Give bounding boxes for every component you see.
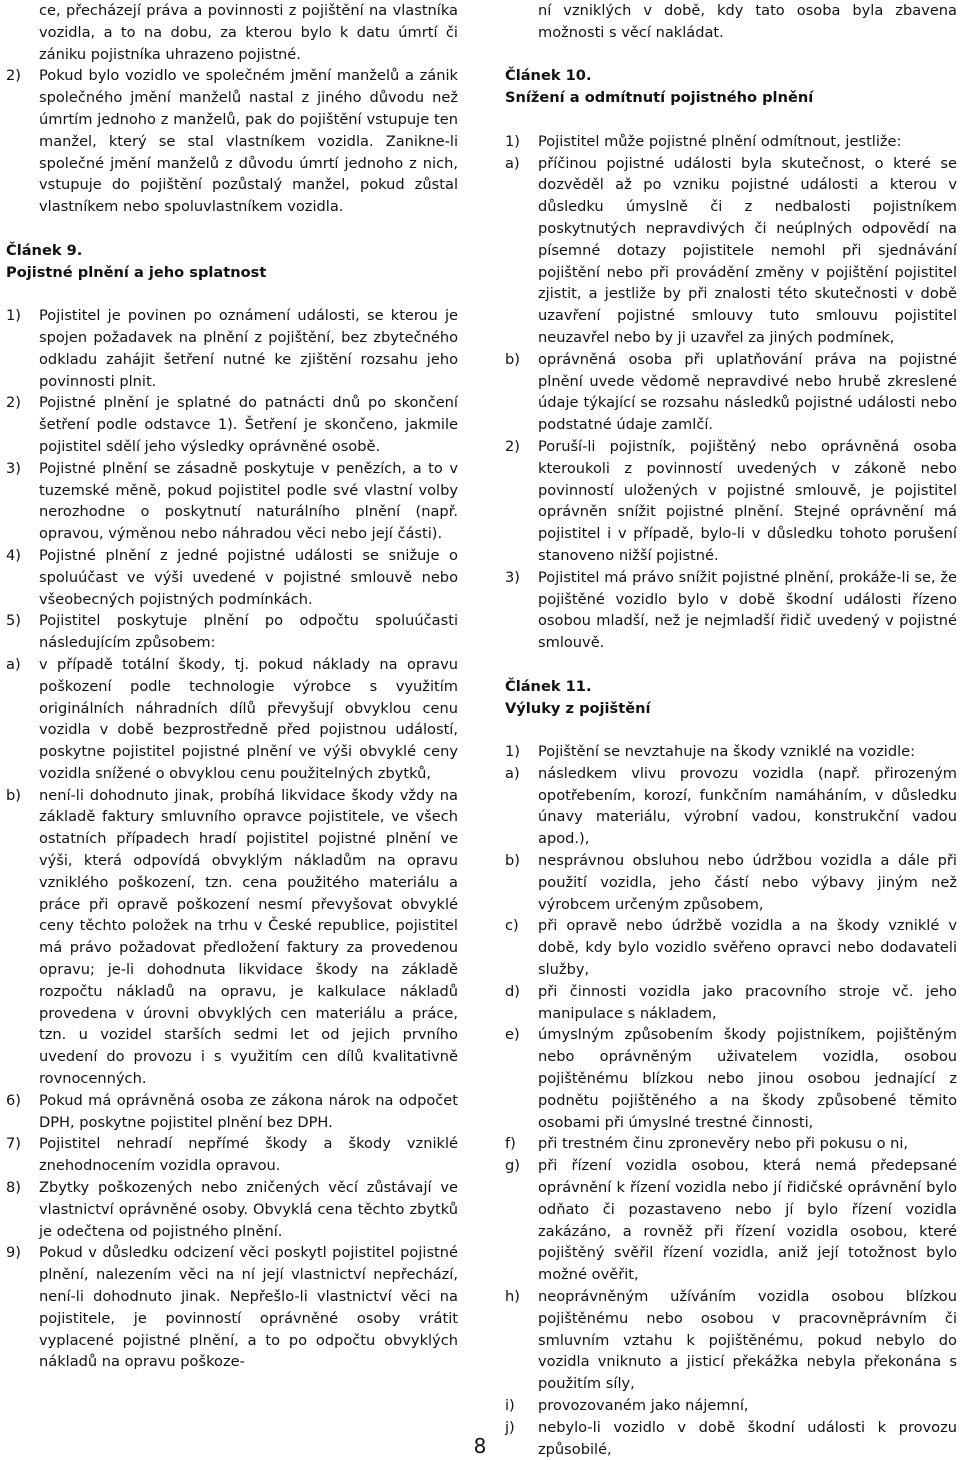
list-item — [505, 981, 957, 1025]
item-marker: 1) — [6, 307, 21, 325]
list-item — [505, 436, 957, 567]
item-text: provozovaném jako nájemní, — [538, 1397, 749, 1414]
list-item — [505, 1133, 957, 1155]
item-text: Pojistné plnění je splatné do patnácti dnů po skončení šetření podle odstavce 1). Šetření je skončeno, jakmile pojistitel sdělí jeho výsledky oprávněné osobě. — [39, 394, 458, 455]
item-marker: 5) — [6, 612, 21, 630]
list-item — [505, 1024, 957, 1133]
item-marker: 3) — [505, 568, 520, 586]
list-item — [6, 785, 458, 1090]
item-text: Pojistitel poskytuje plnění po odpočtu spoluúčasti následujícím způsobem: — [39, 612, 458, 652]
list-item — [505, 1155, 957, 1286]
list-item — [6, 1090, 458, 1134]
page-number: 8 — [473, 1434, 487, 1458]
spacer — [505, 109, 957, 131]
item-marker: c) — [505, 917, 519, 935]
item-text: Pokud má oprávněná osoba ze zákona nárok na odpočet DPH, poskytne pojistitel plnění bez DPH. — [39, 1091, 458, 1131]
list-item — [6, 1133, 458, 1177]
item-marker: 2) — [6, 394, 21, 412]
list-item — [505, 763, 957, 850]
list-item — [6, 610, 458, 654]
item-text: Poruší-li pojistník, pojištěný nebo oprávněná osoba kteroukoli z povinností uvedených v zákoně nebo povinností uložených v pojistné smlouvě, je pojistitel oprávněn snížit pojistné plnění. Stejné oprávnění má pojistitel i v případě, bylo-li v důsledku tohoto porušení stanoveno nižší pojistné. — [538, 437, 957, 564]
paragraph: ce, přecházejí práva a povinnosti z pojištění na vlastníka vozidla, a to na dobu, za kterou bylo k datu úmrtí či zániku pojistníka uhrazeno pojistné. — [39, 2, 458, 63]
right-column — [505, 0, 957, 1460]
item-marker: 2) — [505, 437, 520, 455]
spacer — [505, 654, 957, 676]
item-text: není-li dohodnuto jinak, probíhá likvidace škody vždy na základě faktury smluvního opravce pojistitele, ve všech ostatních případech hradí pojistitel pojistné plnění ve výši, která odpovídá obvyklým nákladům na opravu vzniklého poškození, tzn. cena použitého materiálu a práce při opravě poškození nesmí převyšovat obvyklé ceny těchto položek na trhu v České republice, pojistitel má právo požadovat předložení faktury za provedenou opravu; je-li dohodnuta likvidace škody na základě rozpočtu nákladů na opravu, je kalkulace nákladů provedena v úrovni obvyklých cen materiálu a práce, tzn. u vozidel starších sedmi let od jejich prvního uvedení do provozu i s využitím cen dílů kvalitativně rovnocenných. — [39, 786, 458, 1088]
item-marker: 6) — [6, 1091, 21, 1109]
section-heading: Snížení a odmítnutí pojistného plnění — [505, 89, 814, 107]
list-item — [505, 567, 957, 654]
item-text: Pokud bylo vozidlo ve společném jmění manželů a zánik společného jmění manželů nastal z jiného důvodu než úmrtím jednoho z manželů, pak do pojištění vstupuje ten manžel, který se stal vlastníkem vozidla. Zanikne-li společné jmění manželů z důvodu úmrtí jednoho z nich, vstupuje do pojištění pozůstalý manžel, pokud zůstal vlastníkem nebo spoluvlastníkem vozidla. — [39, 67, 458, 216]
item-text: při opravě nebo údržbě vozidla a na škody vzniklé v době, kdy bylo vozidlo svěřeno opravci nebo dodavateli služby, — [538, 917, 957, 979]
item-text: Pojistné plnění se zásadně poskytuje v penězích, a to v tuzemské měně, pokud pojistitel podle své vlastní volby nerozhodne o poskytnutí naturálního plnění (např. opravou, výměnou nebo náhradou věci nebo její části). — [39, 459, 458, 543]
list-item — [6, 654, 458, 785]
item-marker: b) — [505, 852, 520, 870]
item-marker: e) — [505, 1026, 520, 1044]
list-item — [6, 1242, 458, 1373]
item-marker: 1) — [505, 743, 520, 761]
item-marker: a) — [505, 764, 520, 782]
item-marker: f) — [505, 1135, 516, 1153]
item-text: Pokud v důsledku odcizení věci poskytl pojistitel pojistné plnění, nalezením věci na ní její vlastnictví nepřechází, není-li dohodnuto jinak. Nepřešlo-li vlastnictví věci na pojistitele, je povinností oprávněné osoby vrátit vyplacené pojistné plnění, a to po odpočtu obvyklých nákladů na opravu poškoze- — [39, 1244, 458, 1371]
item-marker: 1) — [505, 132, 520, 150]
list-item — [505, 741, 957, 763]
item-marker: 3) — [6, 459, 21, 477]
item-text: nesprávnou obsluhou nebo údržbou vozidla a dále při použití vozidla, jeho částí nebo výbavy jiným než výrobcem určeným způsobem, — [538, 852, 957, 913]
item-text: Zbytky poškozených nebo zničených věcí zůstávají ve vlastnictví oprávněné osoby. Obvyklá cena těchto zbytků je odečtena od pojistného plnění. — [39, 1179, 458, 1240]
item-text: v případě totální škody, tj. pokud náklady na opravu poškození podle technologie výrobce s využitím originálních náhradních dílů převyšují obvyklou cenu vozidla v době bezprostředně před pojistnou událostí, poskytne pojistitel pojistné plnění ve výši obvyklé ceny vozidla snížené o obvyklou cenu použitelných zbytků, — [39, 655, 458, 782]
item-marker: b) — [6, 786, 21, 804]
spacer — [6, 283, 458, 305]
item-marker: 7) — [6, 1135, 21, 1153]
list-item — [6, 65, 458, 218]
section-heading: Výluky z pojištění — [505, 699, 651, 717]
list-item — [505, 850, 957, 915]
section-heading: Článek 9. — [6, 241, 83, 259]
list-item — [505, 1286, 957, 1395]
paragraph: ní vzniklých v době, kdy tato osoba byla zbavena možnosti s věcí nakládat. — [538, 2, 957, 41]
item-text: úmyslným způsobením škody pojistníkem, pojištěným nebo oprávněným uživatelem vozidla, osobou pojištěnému blízkou nebo jinou osobou jednající z podnětu pojištěného a na škody způsobené těmito osobami při úmyslné trestné činnosti, — [538, 1026, 957, 1131]
spacer — [6, 218, 458, 240]
item-text: Pojistné plnění z jedné pojistné události se snižuje o spoluúčast ve výši uvedené v pojistné smlouvě nebo všeobecných pojistných podmínkách. — [39, 546, 458, 608]
item-text: následkem vlivu provozu vozidla (např. přirozeným opotřebením, korozí, funkčním namáháním, v důsledku únavy materiálu, výrobní vadou, konstrukční vadou apod.), — [538, 764, 957, 848]
list-item — [505, 153, 957, 349]
item-marker: 2) — [6, 67, 21, 85]
list-item — [6, 305, 458, 392]
list-item — [6, 458, 458, 545]
item-text: Pojištění se nevztahuje na škody vzniklé na vozidle: — [538, 743, 916, 761]
item-marker: h) — [505, 1288, 520, 1306]
item-text: neoprávněným užíváním vozidla osobou blízkou pojištěnému nebo osobou v pracovněprávním či smluvním vztahu k pojištěnému, pokud nebylo do vozidla vniknuto a jisticí překážka nebyla překonána s použitím síly, — [538, 1288, 957, 1393]
list-item — [505, 131, 957, 153]
item-text: nebylo-li vozidlo v době škodní události k provozu způsobilé, — [538, 1418, 957, 1458]
item-marker: d) — [505, 982, 520, 1000]
item-text: Pojistitel má právo snížit pojistné plnění, prokáže-li se, že pojištěné vozidlo bylo v době škodní události řízeno osobou mladší, než je nejmladší řidič uvedený v pojistné smlouvě. — [538, 568, 957, 652]
item-text: Pojistitel nehradí nepřímé škody a škody vzniklé znehodnocením vozidla opravou. — [39, 1135, 458, 1175]
item-marker: j) — [505, 1418, 515, 1436]
item-marker: 9) — [6, 1244, 21, 1262]
section-heading: Pojistné plnění a jeho splatnost — [6, 263, 267, 281]
item-text: při řízení vozidla osobou, která nemá předepsané oprávnění k řízení vozidla nebo jí řidičské oprávnění bylo odňato či pozastaveno nebo jí bylo řízení vozidla zakázáno, a rovněž při řízení vozidla osobou, které pojištěný svěřil řízení vozidla, aniž její totožnost bylo možné ověřit, — [538, 1157, 957, 1284]
left-column — [6, 0, 458, 1373]
list-item — [505, 349, 957, 436]
item-text: Pojistitel může pojistné plnění odmítnout, jestliže: — [538, 132, 902, 150]
list-item — [6, 545, 458, 610]
item-marker: 4) — [6, 546, 21, 564]
section-heading: Článek 11. — [505, 677, 592, 695]
item-marker: a) — [6, 655, 21, 673]
item-marker: b) — [505, 350, 520, 368]
item-text: při činnosti vozidla jako pracovního stroje vč. jeho manipulace s nákladem, — [538, 982, 957, 1022]
item-marker: g) — [505, 1157, 520, 1175]
item-text: při trestném činu zpronevěry nebo při pokusu o ni, — [538, 1135, 909, 1153]
item-marker: i) — [505, 1397, 515, 1414]
list-item — [505, 1395, 957, 1417]
spacer — [505, 719, 957, 741]
list-item — [6, 1177, 458, 1242]
item-text: Pojistitel je povinen po oznámení události, se kterou je spojen požadavek na plnění z pojištění, bez zbytečného odkladu zahájit šetření nutné ke zjištění rozsahu jeho povinnosti plnit. — [39, 307, 458, 390]
item-marker: 8) — [6, 1179, 21, 1197]
list-item — [6, 392, 458, 457]
item-text: příčinou pojistné události byla skutečnost, o které se dozvěděl až po vzniku pojistné události a kterou v důsledku úmyslně či z nedbalosti pojistníkem poskytnutých nepravdivých či neúplných odpovědí na písemné dotazy pojistitele nemohl při sjednávání pojištění nebo při provádění změny v pojištění pojistitel zjistit, a jestliže by při znalosti této skutečnosti v době uzavření pojistné smlouvy tuto smlouvu pojistitel neuzavřel nebo by ji uzavřel za jiných podmínek, — [538, 154, 957, 346]
section-heading: Článek 10. — [505, 67, 592, 85]
item-marker: a) — [505, 154, 520, 172]
item-text: oprávněná osoba při uplatňování práva na pojistné plnění uvede vědomě nepravdivé nebo hrubě zkreslené údaje týkající se rozsahu následků pojistné události nebo podstatné údaje zamlčí. — [538, 350, 957, 434]
spacer — [505, 44, 957, 66]
list-item — [505, 915, 957, 980]
